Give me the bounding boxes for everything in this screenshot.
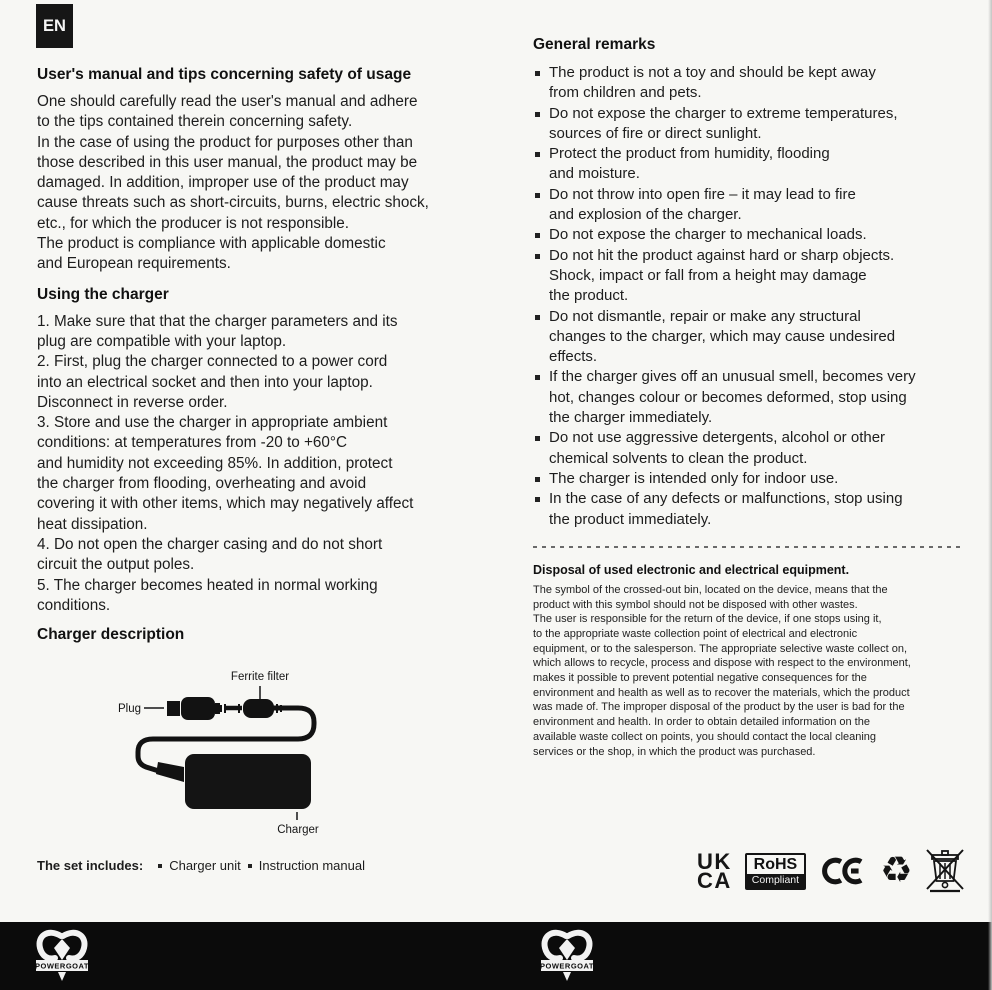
- bullet-icon: [158, 864, 162, 868]
- list-item: [533, 104, 961, 145]
- list-item: [533, 185, 961, 226]
- using-charger-heading: Using the charger: [37, 285, 169, 303]
- rohs-mark: [745, 853, 806, 890]
- set-includes-item: Instruction manual: [258, 858, 365, 873]
- list-item: [533, 307, 961, 368]
- charger-brick-icon: [185, 754, 311, 809]
- svg-text:POWERGOAT: POWERGOAT: [540, 961, 594, 971]
- footer-bar: [0, 922, 992, 990]
- bullet-icon: [535, 315, 540, 320]
- right-column: [533, 36, 961, 759]
- charger-description-heading: Charger description: [37, 626, 185, 644]
- remark-text: Do not throw into open fire – it may lead to fire and explosion of the charger.: [549, 185, 856, 224]
- list-item: [533, 367, 961, 428]
- list-item: [533, 428, 961, 469]
- ukca-top: UK: [697, 848, 732, 874]
- remark-text: Do not expose the charger to extreme temperatures, sources of fire or direct sunlight.: [549, 104, 898, 142]
- bullet-icon: [535, 436, 540, 441]
- list-item: [533, 225, 961, 245]
- set-includes-line: [37, 858, 365, 873]
- intro-paragraph: One should carefully read the user's manual and adhere to the tips contained therein concerning safety. In the case of using the product for purposes other than those described in this user manual, the product may be damaged. In addition, improper use of the product may cause threats such as short-circuits, burns, electric shock, etc., for which the producer is not responsible. The product is compliance with applicable domestic and European requirements.: [37, 93, 429, 273]
- remark-text: Do not hit the product against hard or sharp objects. Shock, impact or fall from a height may damage the product.: [549, 246, 895, 305]
- bullet-icon: [535, 375, 540, 380]
- remark-text: In the case of any defects or malfunctions, stop using the product immediately.: [549, 490, 903, 528]
- bullet-icon: [535, 152, 540, 157]
- bullet-icon: [535, 112, 540, 117]
- bullet-icon: [535, 233, 540, 238]
- plug-label: Plug: [118, 703, 142, 715]
- bullet-icon: [248, 864, 252, 868]
- powergoat-logo: [33, 927, 91, 983]
- ce-mark: [819, 856, 867, 886]
- charger-diagram: [100, 668, 350, 846]
- remark-text: Protect the product from humidity, flooding and moisture.: [549, 145, 830, 183]
- ukca-bottom: CA: [697, 868, 732, 893]
- left-column: [37, 66, 499, 644]
- plug-icon: [167, 701, 180, 716]
- bullet-icon: [535, 477, 540, 482]
- disposal-body: The symbol of the crossed-out bin, located on the device, means that the product with this symbol should not be disposed with other wastes. The user is responsible for the return of the device, if one stops using it, to the appropriate waste collection point of electrical and electronic equipment, or to the salesperson. The appropriate selective waste collect on, which allows to recycle, process and dispose with respect to the environment, makes it possible to prevent potential negative consequences for the environment and health as well as to recover the materials, which the product was made of. The improper disposal of the product by the user is bad for the environment and health. In order to obtain detailed information on the available waste collect on points, you should contact the local cleaning services or the shop, in which the product was purchased.: [533, 583, 911, 758]
- list-item: [533, 489, 961, 530]
- recycle-icon: ♻: [880, 850, 913, 891]
- remark-text: If the charger gives off an unusual smell, becomes very hot, changes colour or becomes deformed, stop using the charger immediately.: [549, 368, 916, 427]
- bullet-icon: [535, 497, 540, 502]
- list-item: [533, 246, 961, 307]
- bullet-icon: [535, 193, 540, 198]
- powergoat-logo: [538, 927, 596, 983]
- remark-text: The charger is intended only for indoor use.: [549, 469, 839, 487]
- general-remarks-heading: General remarks: [533, 36, 656, 53]
- remark-text: Do not expose the charger to mechanical loads.: [549, 226, 867, 244]
- ferrite-filter-label: Ferrite filter: [230, 671, 290, 683]
- disposal-heading: Disposal of used electronic and electrical equipment.: [533, 562, 850, 577]
- remark-text: Do not use aggressive detergents, alcohol or other chemical solvents to clean the product.: [549, 429, 886, 467]
- ferrite-filter-icon: [243, 699, 274, 718]
- left-title: User's manual and tips concerning safety of usage: [37, 66, 412, 83]
- set-includes-item: Charger unit: [169, 858, 241, 873]
- bullet-icon: [535, 254, 540, 259]
- language-badge: EN: [36, 4, 73, 48]
- general-remarks-list: [533, 63, 961, 530]
- bullet-icon: [535, 71, 540, 76]
- rohs-compliant-label: Compliant: [747, 874, 804, 888]
- list-item: [533, 144, 961, 185]
- weee-bin-icon: [925, 847, 965, 895]
- dc-connector-icon: [156, 762, 184, 782]
- rohs-label: RoHS: [747, 855, 804, 874]
- list-item: [533, 469, 961, 489]
- set-includes-label: The set includes:: [37, 858, 144, 873]
- dashed-divider: [533, 546, 961, 548]
- compliance-marks: [697, 845, 965, 897]
- ukca-mark: [697, 848, 732, 893]
- remark-text: The product is not a toy and should be kept away from children and pets.: [549, 64, 876, 102]
- using-charger-body: 1. Make sure that that the charger parameters and its plug are compatible with your laptop. 2. First, plug the charger connected to a power cord into an electrical socket and then into your laptop. Disconnect in reverse order. 3. Store and use the charger in appropriate ambient conditions: at temperatures from -20 to +60°C and humidity not exceeding 85%. In addition, protect the charger from flooding, overheating and avoid covering it with other items, which may negatively affect heat dissipation. 4. Do not open the charger casing and do not short circuit the output poles. 5. The charger becomes heated in normal working conditions.: [37, 312, 414, 614]
- svg-text:POWERGOAT: POWERGOAT: [35, 961, 89, 971]
- remark-text: Do not dismantle, repair or make any structural changes to the charger, which may cause undesired effects.: [549, 307, 896, 366]
- charger-label: Charger: [277, 824, 319, 836]
- list-item: [533, 63, 961, 104]
